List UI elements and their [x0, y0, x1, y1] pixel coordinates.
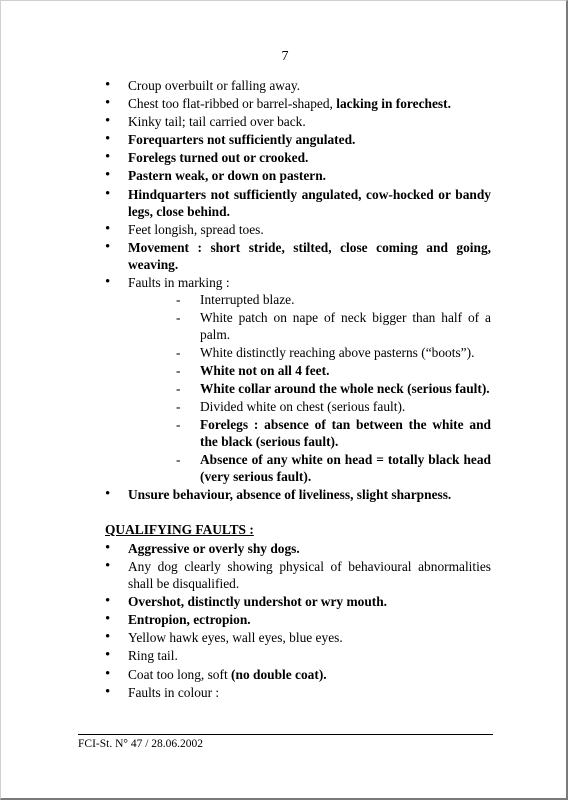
- marking-fault-item: - Divided white on chest (serious fault).: [176, 398, 491, 415]
- page-number: 7: [281, 49, 289, 64]
- fault-item: • Forelegs turned out or crooked.: [105, 149, 491, 166]
- qualifying-fault-item: • Any dog clearly showing physical of behavioural abnormalities shall be disqualified.: [105, 558, 491, 592]
- faults-list: [105, 77, 491, 503]
- marking-fault-item: - Absence of any white on head = totally black head (very serious fault).: [176, 451, 491, 485]
- fault-item: • Forequarters not sufficiently angulated.: [105, 131, 491, 148]
- fault-item: • Kinky tail; tail carried over back.: [105, 113, 491, 130]
- qualifying-fault-item: • Coat too long, soft (no double coat).: [105, 666, 491, 683]
- footer-divider: [78, 734, 493, 735]
- qualifying-faults-heading: QUALIFYING FAULTS :: [105, 521, 254, 537]
- marking-fault-item: - Forelegs : absence of tan between the white and the black (serious fault).: [176, 416, 491, 450]
- qualifying-fault-item: • Overshot, distinctly undershot or wry mouth.: [105, 593, 491, 610]
- fault-item: • Unsure behaviour, absence of liveliness, slight sharpness.: [105, 486, 491, 503]
- marking-fault-item: - White collar around the whole neck (serious fault).: [176, 380, 491, 397]
- qualifying-fault-item: • Entropion, ectropion.: [105, 611, 491, 628]
- fault-item-marking: • Faults in marking : - Interrupted blaze. - White patch on nape of neck bigger than half of a palm. - White distinctly reaching above pasterns (“boots”). - White not on all 4 feet. - White collar around the whole neck (serious fault). - Divided white on chest (serious fault). - Forelegs : absence of tan between the white and the black (serious fault). - Absence of any white on head = totally black head (very serious fault).: [105, 274, 491, 485]
- marking-fault-item: - White patch on nape of neck bigger than half of a palm.: [176, 309, 491, 343]
- qualifying-fault-item: • Faults in colour :: [105, 684, 491, 701]
- fault-item: • Hindquarters not sufficiently angulated, cow-hocked or bandy legs, close behind.: [105, 186, 491, 220]
- qualifying-fault-item: • Ring tail.: [105, 647, 491, 664]
- fault-item: • Pastern weak, or down on pastern.: [105, 167, 491, 184]
- fault-item: • Feet longish, spread toes.: [105, 221, 491, 238]
- marking-faults-list: [128, 291, 491, 485]
- qualifying-faults-list: [105, 540, 491, 701]
- page-content: [105, 77, 491, 702]
- fault-item: • Croup overbuilt or falling away.: [105, 77, 491, 94]
- footer-standard-reference: FCI-St. N° 47 / 28.06.2002: [78, 738, 204, 750]
- marking-fault-item: - Interrupted blaze.: [176, 291, 491, 308]
- fault-item: • Movement : short stride, stilted, close coming and going, weaving.: [105, 239, 491, 273]
- fault-item: • Chest too flat-ribbed or barrel-shaped, lacking in forechest.: [105, 95, 491, 112]
- qualifying-fault-item: • Aggressive or overly shy dogs.: [105, 540, 491, 557]
- qualifying-fault-item: • Yellow hawk eyes, wall eyes, blue eyes.: [105, 629, 491, 646]
- marking-fault-item: - White not on all 4 feet.: [176, 362, 491, 379]
- marking-fault-item: - White distinctly reaching above pasterns (“boots”).: [176, 344, 491, 361]
